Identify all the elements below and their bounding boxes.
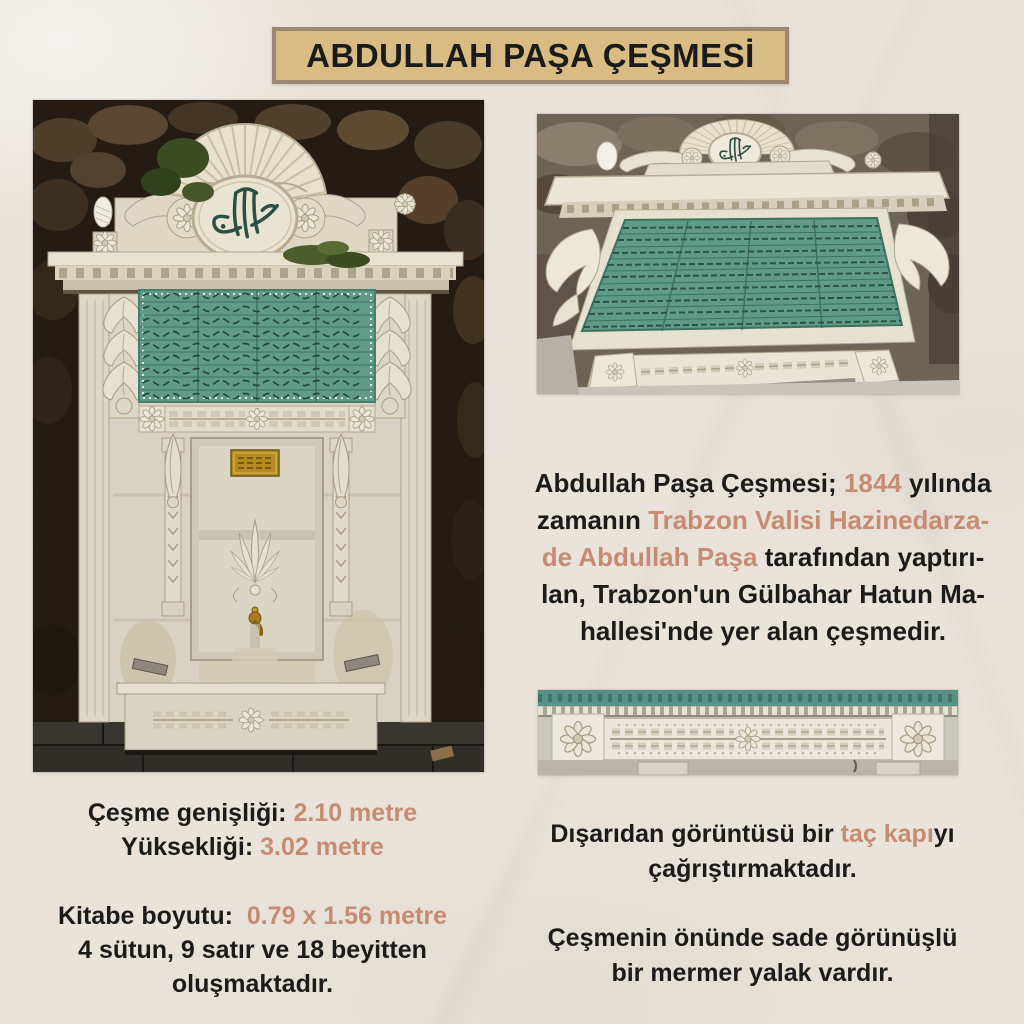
accent-text: 2.10 metre bbox=[293, 799, 418, 827]
accent-text: 3.02 metre bbox=[260, 833, 384, 861]
body-text: bir mermer yalak vardır. bbox=[611, 959, 894, 987]
inscription-panel bbox=[139, 290, 375, 402]
text-line bbox=[515, 613, 1011, 650]
text-line bbox=[515, 465, 1011, 502]
inscription-size-text bbox=[30, 899, 475, 1001]
basin-note-text bbox=[515, 921, 990, 991]
pinecone-finial bbox=[597, 142, 617, 170]
rosette-block-right bbox=[892, 714, 944, 764]
rosette-block-left bbox=[552, 714, 604, 764]
dimensions-text bbox=[30, 796, 475, 864]
body-text: 4 sütun, 9 satır ve 18 beyitten bbox=[78, 936, 427, 964]
body-text: Abdullah Paşa Çeşmesi; bbox=[534, 468, 844, 498]
text-line bbox=[30, 967, 475, 1001]
column-capitals bbox=[538, 760, 958, 775]
body-text: hallesi'nde yer alan çeşmedir. bbox=[579, 616, 947, 646]
text-line bbox=[30, 830, 475, 864]
text-line bbox=[515, 539, 1011, 576]
accent-text: taç kapı bbox=[840, 820, 934, 848]
facade-note-text bbox=[515, 817, 990, 887]
title-banner bbox=[272, 27, 789, 84]
niche bbox=[162, 434, 352, 683]
accent-text: 1844 bbox=[843, 468, 902, 498]
text-line bbox=[515, 956, 990, 991]
text-line bbox=[515, 921, 990, 956]
accent-text: de Abdullah Paşa bbox=[541, 542, 758, 572]
body-text: tarafından yaptırı- bbox=[757, 542, 985, 572]
body-text: Kitabe boyutu: bbox=[57, 902, 247, 930]
text-line bbox=[515, 576, 1011, 613]
laurel-frieze bbox=[139, 406, 375, 432]
pinecone-finial bbox=[94, 197, 112, 227]
description-paragraph bbox=[515, 465, 1011, 650]
text-line bbox=[515, 817, 990, 852]
body-text: yılında bbox=[901, 468, 992, 498]
body-text: oluşmaktadır. bbox=[171, 970, 334, 998]
accent-text: Trabzon Valisi Hazinedarza- bbox=[648, 505, 990, 535]
body-text: lan, Trabzon'un Gülbahar Hatun Ma- bbox=[541, 579, 985, 609]
inscription-panel bbox=[569, 208, 915, 350]
page-title: ABDULLAH PAŞA ÇEŞMESİ bbox=[306, 36, 755, 74]
text-line bbox=[30, 796, 475, 830]
body-text: zamanın bbox=[536, 505, 649, 535]
laurel-band bbox=[602, 718, 894, 760]
water-stain bbox=[250, 624, 260, 648]
accent-text: 0.79 x 1.56 metre bbox=[246, 902, 448, 930]
body-text: Yüksekliği: bbox=[121, 833, 261, 861]
text-line bbox=[515, 502, 1011, 539]
brass-plaque bbox=[231, 450, 279, 476]
green-dentil-edge bbox=[538, 690, 958, 716]
body-text: Dışarıdan görüntüsü bir bbox=[550, 820, 841, 848]
inscription-panel-photo bbox=[537, 114, 959, 394]
text-line bbox=[515, 852, 990, 887]
cornice bbox=[48, 252, 463, 294]
center-rosette bbox=[736, 727, 760, 751]
body-text: çağrıştırmaktadır. bbox=[648, 855, 857, 883]
text-line bbox=[30, 933, 475, 967]
text-line bbox=[30, 899, 475, 933]
body-text: yı bbox=[933, 820, 955, 848]
body-text: Çeşme genişliği: bbox=[87, 799, 294, 827]
main-fountain-photo bbox=[33, 100, 484, 772]
body-text: Çeşmenin önünde sade görünüşlü bbox=[547, 924, 958, 952]
frieze-closeup-photo bbox=[538, 690, 958, 775]
